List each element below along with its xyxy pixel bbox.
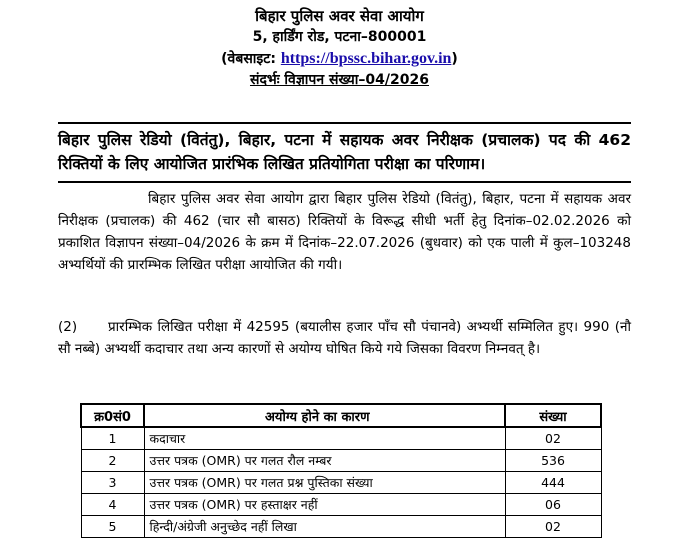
header-serial: क्र0सं0 (81, 404, 144, 427)
row-count: 02 (505, 427, 601, 450)
row-count: 444 (505, 472, 601, 494)
table-row (81, 450, 601, 472)
row-count: 02 (505, 516, 601, 538)
row-reason: उत्तर पत्रक (OMR) पर गलत प्रश्न पुस्तिका संख्या (144, 472, 505, 494)
paragraph-2-number: (2) (58, 319, 78, 335)
paragraph-1: बिहार पुलिस अवर सेवा आयोग द्वारा बिहार पुलिस रेडियो (वितंतु), बिहार, पटना में सहायक अवर निरीक्षक (प्रचालक) की 462 (चार सौ बासठ) रिक्तियों के विरूद्ध सीधी भर्ती हेतु दिनांक–02.02.2026 को प्रकाशित विज्ञापन संख्या–04/2026 के क्रम में दिनांक–22.07.2026 (बुधवार) को एक पाली में कुल–103248 अभ्यर्थियों की प्रारम्भिक लिखित परीक्षा आयोजित की गयी। (58, 191, 631, 273)
result-title: बिहार पुलिस रेडियो (वितंतु), बिहार, पटना में सहायक अवर निरीक्षक (प्रचालक) पद की 462 रिक्तियों के लिए आयोजित प्रारंभिक लिखित प्रतियोगिता परीक्षा का परिणाम। (58, 122, 631, 183)
website-link[interactable]: https://bpssc.bihar.gov.in (280, 50, 452, 67)
row-reason: हिन्दी/अंग्रेजी अनुच्छेद नहीं लिखा (144, 516, 505, 538)
row-serial: 2 (81, 450, 144, 472)
row-reason: उत्तर पत्रक (OMR) पर हस्ताक्षर नहीं (144, 494, 505, 516)
org-address: 5, हार्डिंग रोड, पटना–800001 (252, 29, 427, 45)
row-serial: 1 (81, 427, 144, 450)
reference-text: संदर्भः विज्ञापन संख्या–04/2026 (249, 72, 429, 88)
org-name: बिहार पुलिस अवर सेवा आयोग (255, 7, 424, 25)
row-reason: उत्तर पत्रक (OMR) पर गलत रौल नम्बर (144, 450, 505, 472)
row-serial: 4 (81, 494, 144, 516)
reference-line (0, 70, 679, 91)
paragraph-2-text: प्रारम्भिक लिखित परीक्षा में 42595 (बयालीस हजार पाँच सौ पंचानवे) अभ्यर्थी सम्मिलित हुए। 990 (नौ सौ नब्बे) अभ्यर्थी कदाचार तथा अन्य कारणों से अयोग्य घोषित किये गये जिसका विवरण निम्नवत् है। (58, 319, 631, 357)
website-line (0, 48, 679, 70)
row-count: 06 (505, 494, 601, 516)
table-row (81, 516, 601, 538)
header-count: संख्या (505, 404, 601, 427)
row-count: 536 (505, 450, 601, 472)
website-prefix: (वेबसाइट: (221, 51, 276, 67)
paragraph-2 (58, 316, 631, 360)
header-reason: अयोग्य होने का कारण (144, 404, 505, 427)
table-row (81, 472, 601, 494)
table-row (81, 427, 601, 450)
website-suffix: ) (451, 51, 458, 67)
table-header-row (81, 404, 601, 427)
document-header (0, 6, 679, 91)
row-serial: 3 (81, 472, 144, 494)
disqualification-table (80, 403, 602, 538)
table-row (81, 494, 601, 516)
row-reason: कदाचार (144, 427, 505, 450)
row-serial: 5 (81, 516, 144, 538)
